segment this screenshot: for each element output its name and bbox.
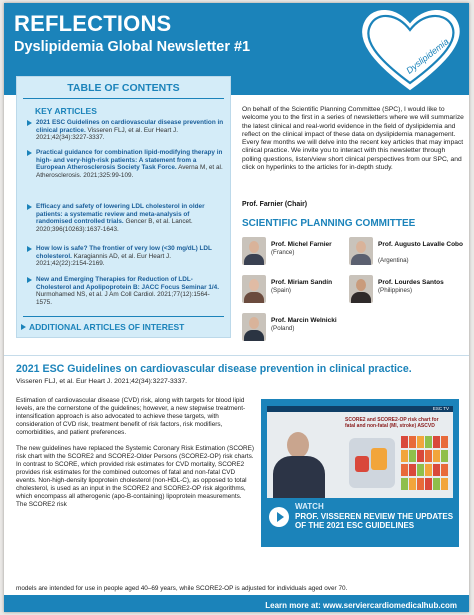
feature-paragraph: models are intended for use in people aged 40–69 years, while SCORE2-OP is adjusted for individuals aged over 70. [16,585,348,592]
toc-item-citation: Nurmohamed NS, et al. J Am Coll Cardiol. 2021;77(12):1564-1575. [36,291,210,307]
member-name: Prof. Miriam Sandín [271,279,333,286]
key-articles-heading: KEY ARTICLES [35,106,97,116]
toc-divider [23,316,224,317]
avatar [242,237,266,265]
toc-item-title[interactable]: New and Emerging Therapies for Reduction of LDL-Cholesterol and Apolipoprotein B: JACC Focus Seminar 1/4. [36,276,219,291]
member-country: (Spain) [271,287,291,294]
newsletter-page [4,3,469,612]
toc-item-title[interactable]: Practical guidance for combination lipid-modifying therapy in high- and very-high-risk patients: A statement from a European Atherosclerosis Society Task Force. [36,149,223,172]
avatar [242,313,266,341]
intro-signature: Prof. Farnier (Chair) [242,201,308,208]
feature-title: 2021 ESC Guidelines on cardiovascular disease prevention in clinical practice. [16,363,412,375]
avatar [349,237,373,265]
footer-bar [4,595,469,612]
logo-text: Dyslipidemia [404,36,451,76]
presenter-head [287,432,309,458]
committee-member [242,313,358,345]
avatar [349,275,373,303]
toc-item-title[interactable]: Efficacy and safety of lowering LDL cholesterol in older patients: a systematic review and meta-analysis of randomised controlled trials. [36,203,205,226]
toc-item-citation: Averna M, et al. Atherosclerosis. 2021;325:99-109. [36,164,223,180]
feature-citation: Visseren FLJ, et al. Eur Heart J. 2021;42(34):3227-3337. [16,378,188,385]
arrow-right-icon [27,150,32,156]
video-panel[interactable] [261,399,459,547]
toc-item-title[interactable]: How low is safe? The frontier of very low (<30 mg/dL) LDL cholesterol. [36,245,212,260]
arrow-right-icon [27,246,32,252]
committee-member [242,275,358,307]
arrow-right-icon [27,277,32,283]
feature-body [16,397,254,517]
newsletter-title: REFLECTIONS [14,11,172,36]
member-country: (Philippines) [378,287,413,294]
thumb-tag: ESC TV [432,406,449,411]
member-name: Prof. Marcin Welnicki [271,317,337,324]
toc-title: TABLE OF CONTENTS [67,82,180,94]
map-graphic [349,438,395,488]
arrow-right-icon [21,324,26,330]
member-country: (Argentina) [378,257,409,264]
committee-member [242,237,358,269]
member-name: Prof. Michel Farnier [271,241,332,248]
play-icon [277,512,284,522]
newsletter-subtitle: Dyslipidemia Global Newsletter #1 [14,39,251,55]
arrow-right-icon [27,120,32,126]
video-thumbnail[interactable] [267,406,453,498]
feature-paragraph: The new guidelines have replaced the Systemic Coronary Risk Estimation (SCORE) risk chart with the SCORE2 and SCORE2-Older Persons (SCORE2-OP) risk charts. In contrast to SCORE, which provided risk estimates for CVD mortality, SCORE2 provides risk estimates for the combined outcomes of fatal and non-fatal CVD events. Non-high-density lipoprotein cholesterol (non-HDL-C), as opposed to total cholesterol, is used as an input in the SCORE2 and SCORE2-OP risk algorithms, which encompass all atherogenic (apo-B-containing) lipoprotein measurements. The SCORE2 risk [16,445,254,508]
table-of-contents [16,76,231,338]
thumb-slide-title: SCORE2 and SCORE2-OP risk chart for fatal and non-fatal (MI, stroke) ASCVD [345,417,439,429]
section-divider [4,355,469,356]
video-caption[interactable]: PROF. VISSEREN REVIEW THE UPDATES OF THE 2021 ESC GUIDELINES [295,512,454,530]
footer-link[interactable]: Learn more at: www.serviercardiomedicalhub.com [265,601,457,610]
member-name: Prof. Augusto Lavalle Cobo [378,241,463,248]
intro-text: On behalf of the Scientific Planning Committee (SPC), I would like to welcome you to the first in a series of newsletters where we will summarize the latest clinical and real-world evidence in the field of dyslipidemia and reflect on the clinical impact of these data on dyslipidemia management. Every few months we will delve into the recent key articles that may impact clinical practice. We invite you to interact with this newsletter through polling questions, listen/view short clinical perspectives from our SPC, and click on hyperlinks to the articles for in-depth study. [242,106,464,172]
watch-label: WATCH [295,502,324,511]
play-button[interactable] [269,507,289,527]
presenter-body [273,456,325,498]
member-country: (France) [271,249,295,256]
committee-member [349,275,465,307]
toc-item-citation: Karagiannis AD, et al. Eur Heart J. 2021;42(22):2154-2169. [36,252,171,268]
member-country: (Poland) [271,325,295,332]
avatar [242,275,266,303]
heart-logo-icon [352,3,469,95]
toc-item-citation: Gencer B, et al. Lancet. 2020;396(10263):1637-1643. [36,218,193,234]
toc-divider [23,98,224,99]
committee-title: SCIENTIFIC PLANNING COMMITTEE [242,218,416,229]
committee-member [349,237,465,269]
arrow-right-icon [27,204,32,210]
feature-paragraph: Estimation of cardiovascular disease (CVD) risk, along with targets for blood lipid levels, are the cornerstone of the guidelines; however, a new stepwise treatment-intensification approach is also advocated to achieve these targets, with consideration of CVD risk, treatment benefit of risk factors, risk modifiers, comorbidities, and patient preferences. [16,397,246,436]
member-name: Prof. Lourdes Santos [378,279,444,286]
additional-articles-link[interactable]: ADDITIONAL ARTICLES OF INTEREST [29,322,185,332]
toc-item-title[interactable]: 2021 ESC Guidelines on cardiovascular disease prevention in clinical practice. [36,119,224,134]
risk-chart-graphic [401,436,449,490]
toc-item-citation: Visseren FLJ, et al. Eur Heart J. 2021;42(34):3227-3337. [36,126,178,142]
